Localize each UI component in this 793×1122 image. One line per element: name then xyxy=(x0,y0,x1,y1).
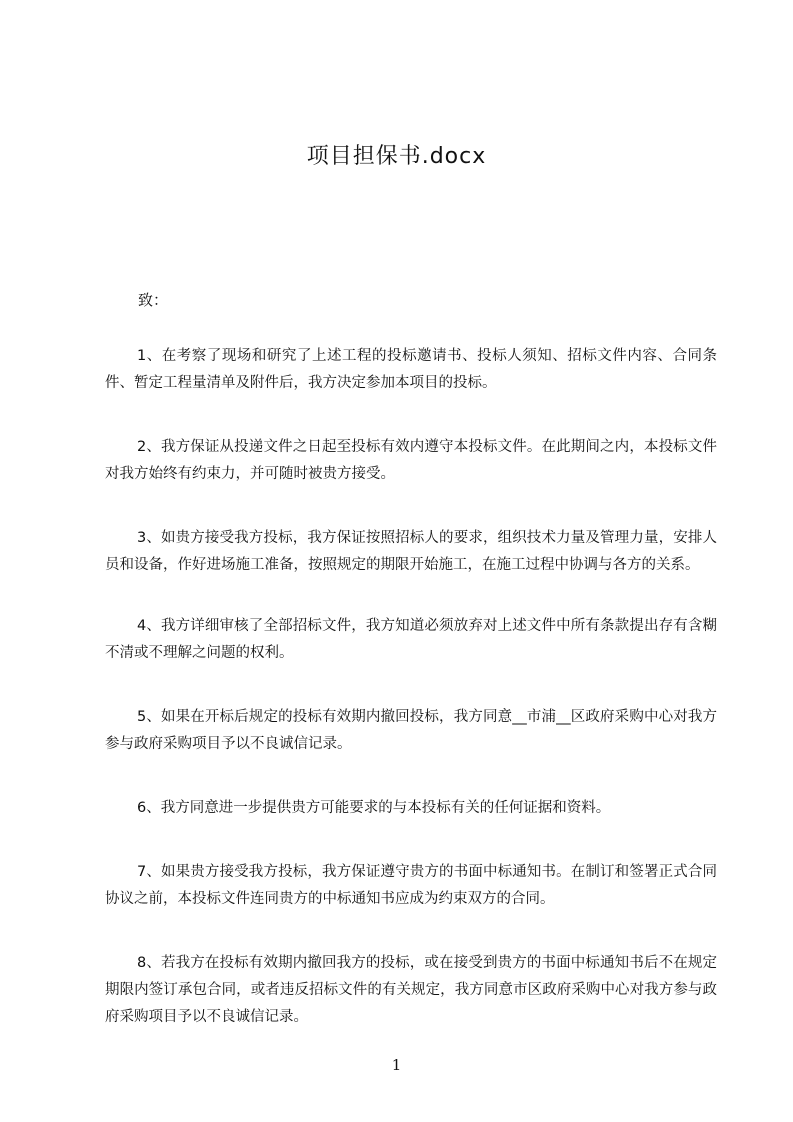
document-title: 项目担保书.docx xyxy=(306,144,487,169)
paragraph-4: 4、我方详细审核了全部招标文件，我方知道必须放弃对上述文件中所有条款提出存有含糊不清或不理解之问题的权利。 xyxy=(105,618,717,661)
paragraph-5: 5、如果在开标后规定的投标有效期内撤回投标，我方同意__市浦__区政府采购中心对我方参与政府采购项目予以不良诚信记录。 xyxy=(105,709,717,752)
paragraph-3: 3、如贵方接受我方投标，我方保证按照招标人的要求，组织技术力量及管理力量，安排人员和设备，作好进场施工准备，按照规定的期限开始施工，在施工过程中协调与各方的关系。 xyxy=(105,530,717,573)
paragraph-8: 8、若我方在投标有效期内撤回我方的投标，或在接受到贵方的书面中标通知书后不在规定期限内签订承包合同，或者违反招标文件的有关规定，我方同意市区政府采购中心对我方参与政府采购项目予以不良诚信记录。 xyxy=(105,955,717,1025)
document-body xyxy=(105,343,717,1068)
paragraph-1: 1、在考察了现场和研究了上述工程的投标邀请书、投标人须知、招标文件内容、合同条件、暂定工程量清单及附件后，我方决定参加本项目的投标。 xyxy=(105,348,717,391)
paragraph-6: 6、我方同意进一步提供贵方可能要求的与本投标有关的任何证据和资料。 xyxy=(137,800,611,816)
page-number: 1 xyxy=(391,1056,402,1074)
salutation: 致： xyxy=(138,291,169,309)
paragraph-7: 7、如果贵方接受我方投标，我方保证遵守贵方的书面中标通知书。在制订和签署正式合同协议之前，本投标文件连同贵方的中标通知书应成为约束双方的合同。 xyxy=(105,864,717,907)
paragraph-2: 2、我方保证从投递文件之日起至投标有效内遵守本投标文件。在此期间之内，本投标文件对我方始终有约束力，并可随时被贵方接受。 xyxy=(105,439,717,482)
